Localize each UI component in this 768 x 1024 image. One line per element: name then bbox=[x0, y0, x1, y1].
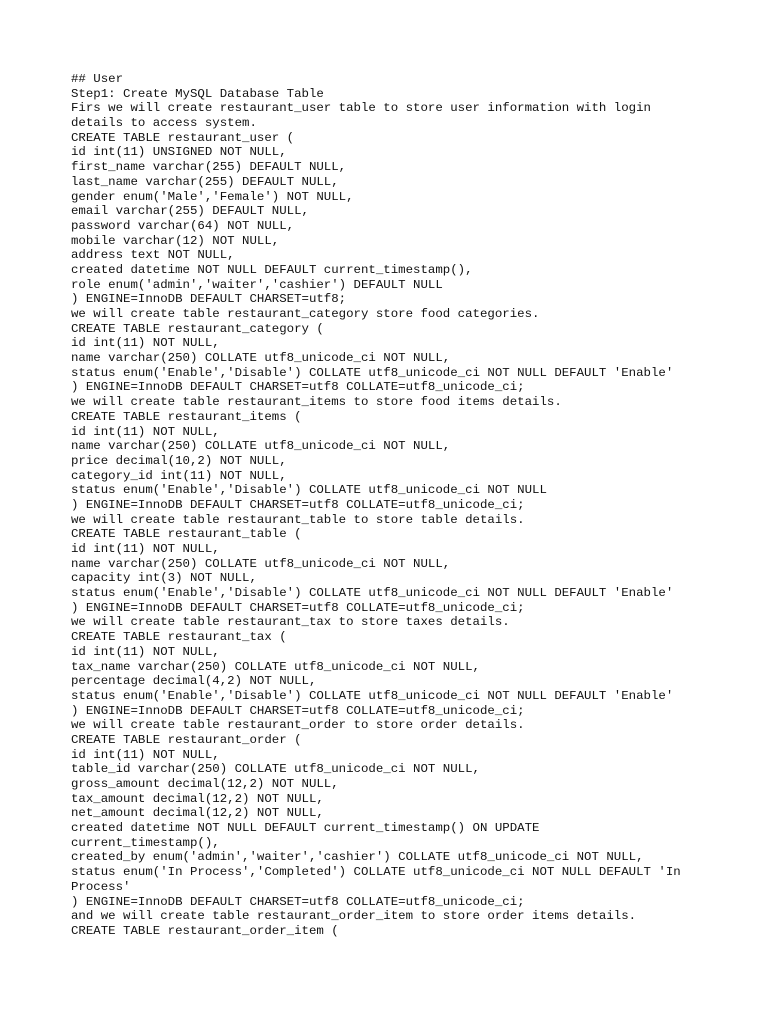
text-line: CREATE TABLE restaurant_user ( bbox=[71, 130, 295, 145]
text-line: ) ENGINE=InnoDB DEFAULT CHARSET=utf8 COLLATE=utf8_unicode_ci; bbox=[71, 600, 525, 615]
text-line: email varchar(255) DEFAULT NULL, bbox=[71, 204, 309, 219]
text-line: ## User bbox=[71, 72, 124, 86]
text-line: first_name varchar(255) DEFAULT NULL, bbox=[71, 160, 347, 175]
document-body bbox=[71, 72, 711, 939]
text-line: and we will create table restaurant_order_item to store order items details. bbox=[71, 909, 637, 924]
text-line: we will create table restaurant_tax to store taxes details. bbox=[71, 615, 510, 630]
text-line: created datetime NOT NULL DEFAULT current_timestamp(), bbox=[71, 262, 473, 277]
text-line: percentage decimal(4,2) NOT NULL, bbox=[71, 674, 317, 689]
text-line: ) ENGINE=InnoDB DEFAULT CHARSET=utf8 COLLATE=utf8_unicode_ci; bbox=[71, 703, 525, 718]
text-line: Step1: Create MySQL Database Table bbox=[71, 86, 324, 101]
text-line: tax_amount decimal(12,2) NOT NULL, bbox=[71, 791, 324, 806]
text-line: created datetime NOT NULL DEFAULT current_timestamp() ON UPDATE bbox=[71, 821, 540, 836]
text-line: net_amount decimal(12,2) NOT NULL, bbox=[71, 806, 324, 821]
text-line: Process' bbox=[71, 879, 131, 894]
text-line: id int(11) NOT NULL, bbox=[71, 644, 220, 659]
text-line: id int(11) NOT NULL, bbox=[71, 542, 220, 556]
text-line: table_id varchar(250) COLLATE utf8_unicode_ci NOT NULL, bbox=[71, 762, 480, 777]
text-line: CREATE TABLE restaurant_order ( bbox=[71, 732, 302, 747]
text-line: status enum('Enable','Disable') COLLATE utf8_unicode_ci NOT NULL DEFAULT 'Enable' bbox=[71, 365, 674, 380]
text-line: CREATE TABLE restaurant_category ( bbox=[71, 321, 324, 336]
text-line: last_name varchar(255) DEFAULT NULL, bbox=[71, 174, 339, 189]
text-line: id int(11) NOT NULL, bbox=[71, 336, 220, 351]
text-line: gross_amount decimal(12,2) NOT NULL, bbox=[71, 777, 339, 791]
text-line: CREATE TABLE restaurant_items ( bbox=[71, 409, 302, 424]
text-line: name varchar(250) COLLATE utf8_unicode_ci NOT NULL, bbox=[71, 556, 451, 571]
text-line: ) ENGINE=InnoDB DEFAULT CHARSET=utf8; bbox=[71, 292, 347, 307]
text-line: CREATE TABLE restaurant_order_item ( bbox=[71, 923, 339, 938]
text-line: password varchar(64) NOT NULL, bbox=[71, 218, 295, 233]
text-line: status enum('In Process','Completed') COLLATE utf8_unicode_ci NOT NULL DEFAULT 'In bbox=[71, 865, 681, 880]
text-line: status enum('Enable','Disable') COLLATE utf8_unicode_ci NOT NULL DEFAULT 'Enable' bbox=[71, 688, 674, 703]
text-line: current_timestamp(), bbox=[71, 835, 220, 850]
text-line: id int(11) NOT NULL, bbox=[71, 747, 220, 762]
text-line: status enum('Enable','Disable') COLLATE utf8_unicode_ci NOT NULL DEFAULT 'Enable' bbox=[71, 586, 674, 601]
text-line: gender enum('Male','Female') NOT NULL, bbox=[71, 189, 354, 204]
text-line: mobile varchar(12) NOT NULL, bbox=[71, 233, 280, 248]
text-line: ) ENGINE=InnoDB DEFAULT CHARSET=utf8 COLLATE=utf8_unicode_ci; bbox=[71, 497, 525, 512]
text-line: ) ENGINE=InnoDB DEFAULT CHARSET=utf8 COLLATE=utf8_unicode_ci; bbox=[71, 380, 525, 395]
text-line: we will create table restaurant_table to store table details. bbox=[71, 512, 525, 527]
text-line: role enum('admin','waiter','cashier') DEFAULT NULL bbox=[71, 277, 443, 292]
text-line: details to access system. bbox=[71, 116, 257, 131]
text-line: CREATE TABLE restaurant_table ( bbox=[71, 527, 302, 542]
text-line: name varchar(250) COLLATE utf8_unicode_ci NOT NULL, bbox=[71, 351, 451, 366]
text-line: created_by enum('admin','waiter','cashier') COLLATE utf8_unicode_ci NOT NULL, bbox=[71, 850, 644, 865]
text-line: address text NOT NULL, bbox=[71, 248, 235, 263]
text-line: we will create table restaurant_order to store order details. bbox=[71, 718, 525, 733]
text-line: id int(11) UNSIGNED NOT NULL, bbox=[71, 145, 287, 160]
text-line: capacity int(3) NOT NULL, bbox=[71, 571, 257, 586]
text-line: price decimal(10,2) NOT NULL, bbox=[71, 453, 287, 468]
text-line: id int(11) NOT NULL, bbox=[71, 424, 220, 439]
text-line: we will create table restaurant_category store food categories. bbox=[71, 307, 540, 321]
text-line: ) ENGINE=InnoDB DEFAULT CHARSET=utf8 COLLATE=utf8_unicode_ci; bbox=[71, 894, 525, 909]
text-line: Firs we will create restaurant_user table to store user information with login bbox=[71, 101, 651, 116]
text-line: we will create table restaurant_items to store food items details. bbox=[71, 395, 562, 410]
text-line: CREATE TABLE restaurant_tax ( bbox=[71, 630, 287, 645]
text-line: status enum('Enable','Disable') COLLATE utf8_unicode_ci NOT NULL bbox=[71, 483, 547, 498]
text-line: name varchar(250) COLLATE utf8_unicode_ci NOT NULL, bbox=[71, 439, 451, 454]
text-line: tax_name varchar(250) COLLATE utf8_unicode_ci NOT NULL, bbox=[71, 659, 480, 674]
text-line: category_id int(11) NOT NULL, bbox=[71, 468, 287, 483]
